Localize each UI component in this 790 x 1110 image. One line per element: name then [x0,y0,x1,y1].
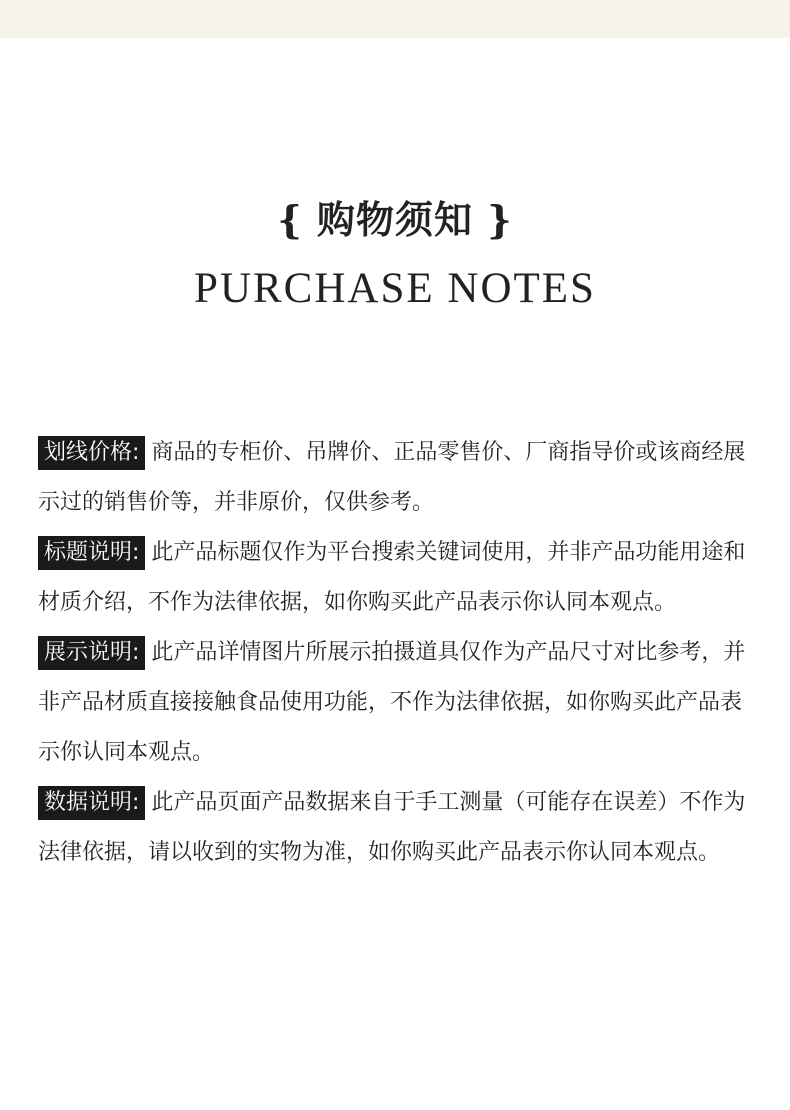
note-data-explanation [38,778,750,878]
notes-list [38,428,750,878]
page-title-cn: { 购物须知 } [277,197,513,242]
note-label: 标题说明: [38,536,145,570]
note-text: 此产品标题仅作为平台搜索关键词使用，并非产品功能用途和材质介绍，不作为法律依据，如你购买此产品表示你认同本观点。 [38,540,746,615]
note-label: 展示说明: [38,636,145,670]
note-label: 划线价格: [38,436,145,470]
note-text: 商品的专柜价、吊牌价、正品零售价、厂商指导价或该商经展示过的销售价等，并非原价，仅供参考。 [38,440,746,515]
note-text: 此产品页面产品数据来自于手工测量（可能存在误差）不作为法律依据，请以收到的实物为准，如你购买此产品表示你认同本观点。 [38,790,746,865]
note-text: 此产品详情图片所展示拍摄道具仅作为产品尺寸对比参考，并非产品材质直接接触食品使用功能，不作为法律依据，如你购买此产品表示你认同本观点。 [38,640,746,765]
note-display-explanation [38,628,750,778]
top-band [0,0,790,38]
note-title-explanation [38,528,750,628]
note-label: 数据说明: [38,786,145,820]
page-title-en: PURCHASE NOTES [194,265,596,312]
note-strikethrough-price [38,428,750,528]
